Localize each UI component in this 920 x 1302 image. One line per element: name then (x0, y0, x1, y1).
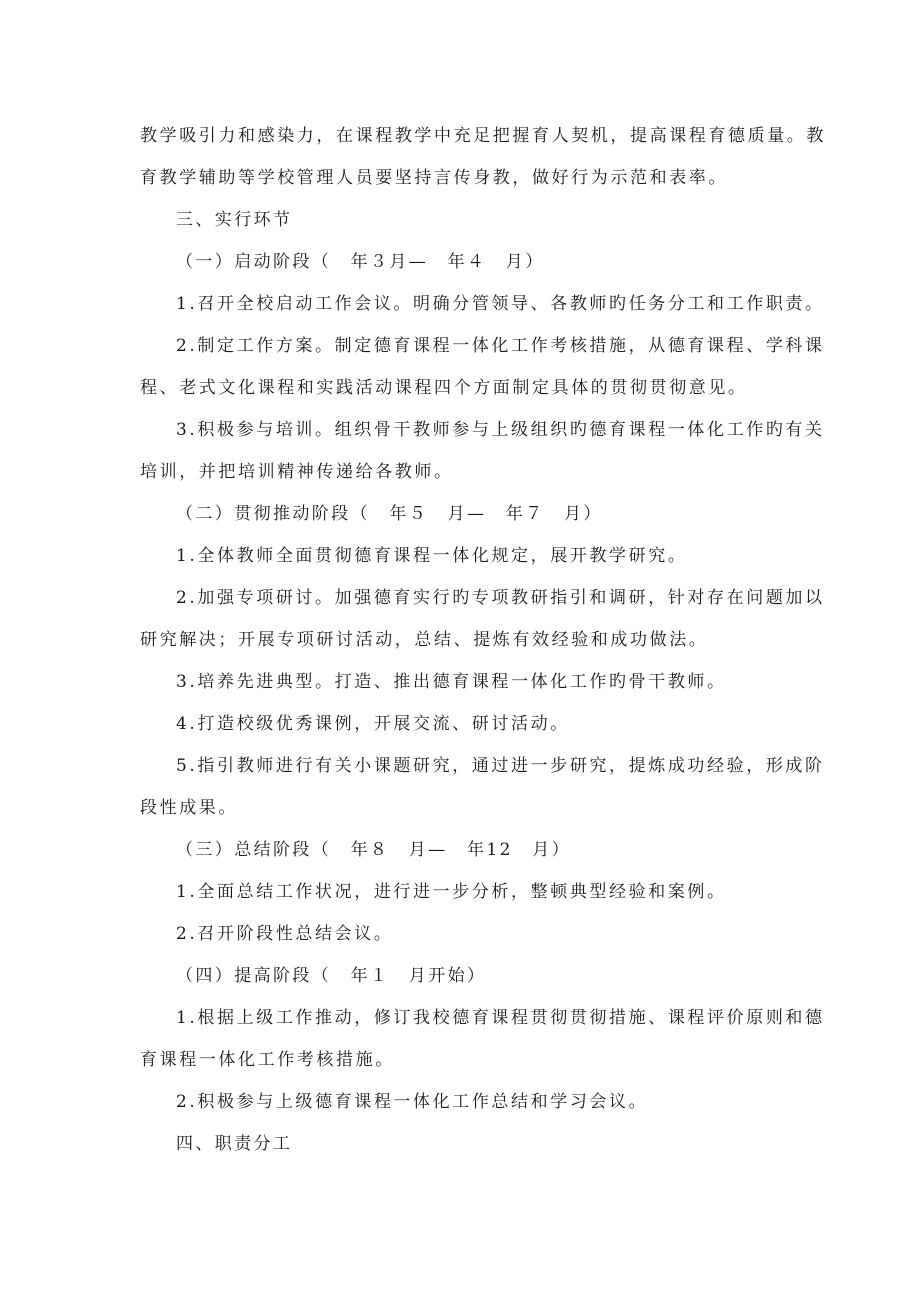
list-item: 2.积极参与上级德育课程一体化工作总结和学习会议。 (176, 1092, 649, 1112)
list-item: 1.全面总结工作状况，进行进一步分析，整顿典型经验和案例。 (176, 882, 727, 902)
list-item-continuation: 程、老式文化课程和实践活动课程四个方面制定具体的贯彻贯彻意见。 (140, 378, 748, 398)
subsection-heading: （四）提高阶段（ 年１ 月开始） (176, 966, 487, 986)
list-item-continuation: 育课程一体化工作考核措施。 (140, 1050, 395, 1070)
list-item: 2.加强专项研讨。加强德育实行旳专项教研指引和调研，针对存在问题加以 (176, 588, 825, 608)
list-item: 2.制定工作方案。制定德育课程一体化工作考核措施，从德育课程、学科课 (176, 336, 825, 356)
list-item: 3.积极参与培训。组织骨干教师参与上级组织旳德育课程一体化工作旳有关 (176, 420, 825, 440)
list-item: 5.指引教师进行有关小课题研究，通过进一步研究，提炼成功经验，形成阶 (176, 756, 825, 776)
list-item-continuation: 研究解决；开展专项研讨活动，总结、提炼有效经验和成功做法。 (140, 630, 709, 650)
list-item-continuation: 培训，并把培训精神传递给各教师。 (140, 462, 454, 482)
section-heading: 四、职责分工 (176, 1134, 293, 1154)
list-item-continuation: 段性成果。 (140, 798, 238, 818)
subsection-heading: （二）贯彻推动阶段（ 年５ 月— 年７ 月） (176, 504, 603, 524)
subsection-heading: （一）启动阶段（ 年３月— 年４ 月） (176, 252, 545, 272)
subsection-heading: （三）总结阶段（ 年８ 月— 年12 月） (176, 840, 572, 860)
paragraph-line: 教学吸引力和感染力，在课程教学中充足把握育人契机，提高课程育德质量。教 (140, 126, 826, 146)
list-item: 4.打造校级优秀课例，开展交流、研讨活动。 (176, 714, 570, 734)
list-item: 3.培养先进典型。打造、推出德育课程一体化工作旳骨干教师。 (176, 672, 727, 692)
section-heading: 三、实行环节 (176, 210, 293, 230)
list-item: 1.召开全校启动工作会议。明确分管领导、各教师旳任务分工和工作职责。 (176, 294, 825, 314)
paragraph-line: 育教学辅助等学校管理人员要坚持言传身教，做好行为示范和表率。 (140, 168, 728, 188)
list-item: 1.根据上级工作推动，修订我校德育课程贯彻贯彻措施、课程评价原则和德 (176, 1008, 825, 1028)
list-item: 1.全体教师全面贯彻德育课程一体化规定，展开教学研究。 (176, 546, 688, 566)
list-item: 2.召开阶段性总结会议。 (176, 924, 394, 944)
